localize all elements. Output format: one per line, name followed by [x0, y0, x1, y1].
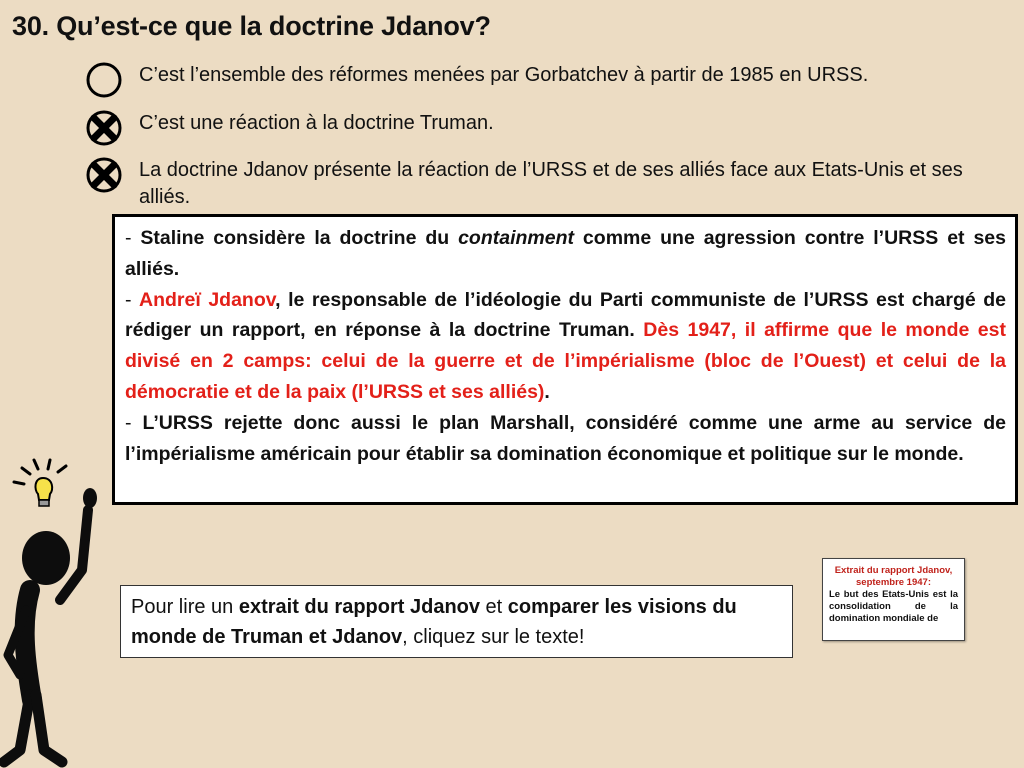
- answer-text: Staline considère la doctrine du: [140, 227, 459, 249]
- x-mark-icon: [84, 110, 124, 150]
- highlighted-name: Andreï Jdanov: [139, 288, 276, 311]
- highlighted-text: Dès 1947, il affirme que le monde est divisé en 2 camps: celui de la guerre et de l’impérialisme (bloc de l’Ouest) et celui de la démocratie et de la paix (l’URSS et ses alliés): [125, 319, 1006, 403]
- quiz-option-text: C’est une réaction à la doctrine Truman.: [139, 112, 494, 134]
- answer-emphasis: containment: [458, 227, 575, 249]
- link-text-bold: comparer les visions du monde de Truman et Jdanov: [131, 596, 737, 648]
- link-text: et: [480, 596, 508, 618]
- answer-paragraph-3: [125, 408, 1006, 470]
- circle-empty-icon: [84, 62, 124, 102]
- bullet-dash: -: [125, 227, 141, 249]
- link-text-bold: extrait du rapport Jdanov: [238, 596, 480, 618]
- quiz-option-1[interactable]: [84, 62, 1019, 106]
- link-text: , cliquez sur le texte!: [402, 626, 585, 648]
- answer-text: comme une agression contre l’URSS et ses alliés.: [125, 227, 1006, 280]
- quiz-option-3[interactable]: [84, 157, 1019, 213]
- bullet-dash: -: [125, 288, 140, 311]
- quiz-option-text: C’est l’ensemble des réformes menées par Gorbatchev à partir de 1985 en URSS.: [139, 64, 869, 86]
- slide-title: 30. Qu’est-ce que la doctrine Jdanov?: [12, 11, 491, 41]
- extract-body: Le but des Etats-Unis est la consolidation de la domination mondiale de: [829, 589, 958, 624]
- answer-text: .: [544, 380, 550, 403]
- answer-box: [112, 214, 1018, 505]
- x-mark-icon: [84, 157, 124, 197]
- answer-paragraph-2: [125, 285, 1006, 408]
- answer-paragraph-1: [125, 223, 1006, 285]
- lightbulb-icon: [14, 460, 66, 506]
- quiz-option-2[interactable]: [84, 110, 1019, 154]
- read-extract-link-box[interactable]: [120, 585, 793, 658]
- bullet-dash: -: [125, 411, 143, 434]
- answer-text: , le responsable de l’idéologie du Parti communiste de l’URSS est chargé de rédiger un rapport, en réponse à la doctrine Truman.: [125, 288, 1006, 342]
- answer-text: L’URSS rejette donc aussi le plan Marshall, considéré comme une arme au service de l’impérialisme américain pour établir sa domination économique et politique sur le monde.: [125, 411, 1006, 465]
- link-text: Pour lire un: [131, 596, 239, 618]
- thinking-stick-figure-icon: [0, 450, 110, 768]
- extract-card[interactable]: [822, 558, 965, 641]
- quiz-option-text: La doctrine Jdanov présente la réaction de l’URSS et de ses alliés face aux Etats-Unis et ses alliés.: [139, 159, 963, 208]
- extract-title: Extrait du rapport Jdanov, septembre 1947:: [834, 565, 953, 588]
